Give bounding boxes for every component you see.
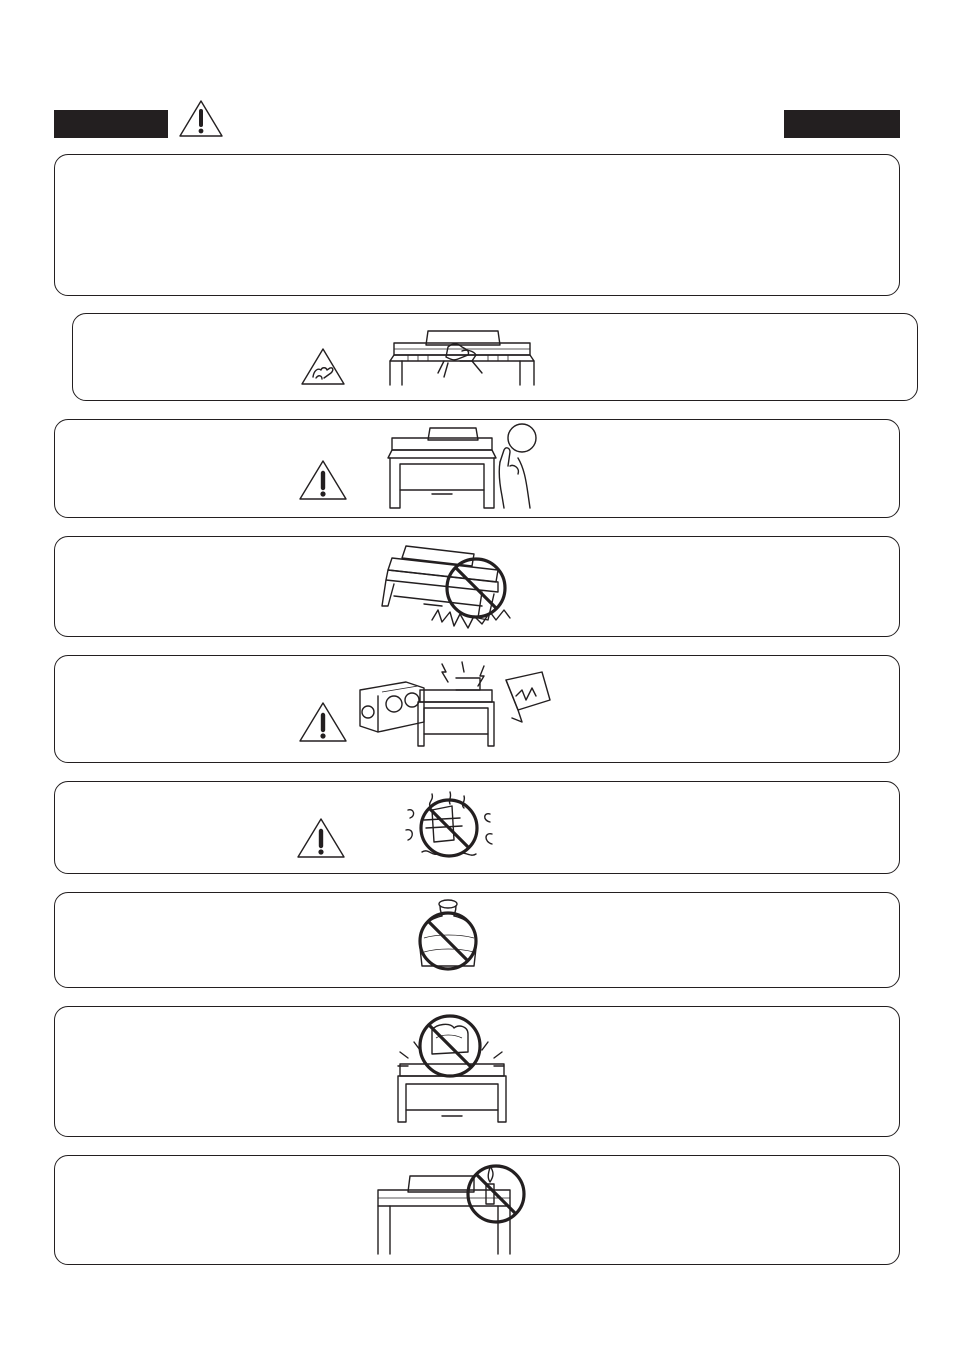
warning-triangle-icon [296,816,346,860]
header-right-tab [784,110,900,138]
vase-prohibited-illustration [412,898,486,970]
piano-load-prohibited-illustration [392,1012,512,1128]
warning-triangle-icon [298,458,348,502]
piano-power-button-illustration [388,424,548,512]
piano-hands-illustration [388,327,536,387]
header-left-tab [54,110,168,138]
heat-prohibited-illustration [402,790,498,866]
intro-box [54,154,900,296]
header-warning-icon [178,98,224,138]
piano-drag-illustration [378,540,528,636]
warning-triangle-icon [298,700,348,744]
piano-interference-illustration [356,660,552,750]
candle-prohibited-illustration [374,1162,530,1256]
hand-pinch-caution-icon [300,346,346,386]
